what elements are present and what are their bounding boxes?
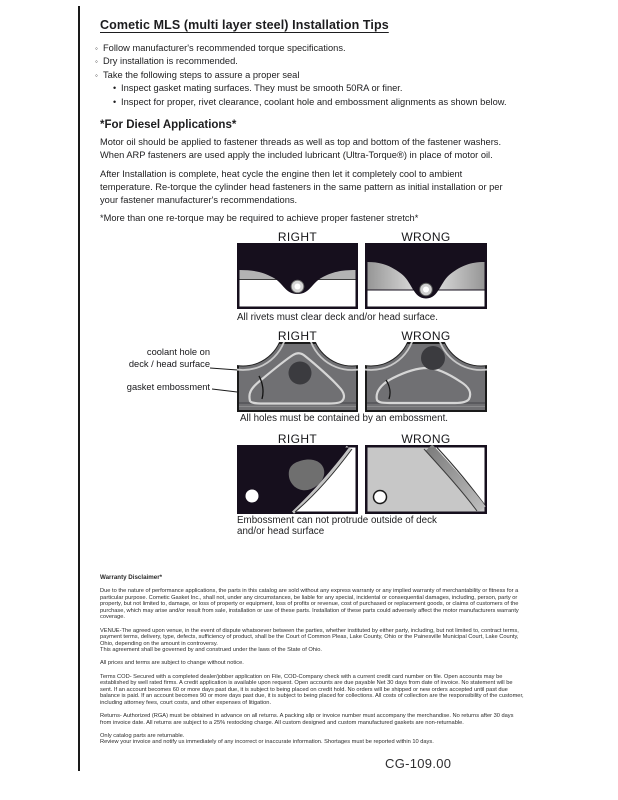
disclaimer-paragraph: This agreement shall be governed by and construed under the laws of the State of Ohio. <box>100 647 322 654</box>
list-item <box>95 69 585 82</box>
caption-line: Embossment can not protrude outside of deck <box>237 515 437 526</box>
disclaimer-paragraph: Review your invoice and notify us immediately of any incorrect or inaccurate information. Shortages must be reported within 10 days. <box>100 739 434 746</box>
catalog-page-code: CG-109.00 <box>385 756 452 771</box>
figure3-right-label: RIGHT <box>277 432 318 446</box>
list-item <box>95 42 585 55</box>
disclaimer-paragraph: Due to the nature of performance applications, the parts in this catalog are sold without any express warranty or any implied warranty of merchantability or fitness for a particular purpose. Cometic Gasket Inc., shall not, under any circumstances, be liable for any special, incidental or consequential damages, including, person, party or property, but not limited to, damage, or loss of property or equipment, loss of profits or revenue, cost of purchased or replacement goods, or claims of customers of the purchase, which may arise and/or result from sale, installation or use of these parts. Installation of these parts could adversely affect the motor manufacturers warranty coverage. <box>100 588 519 621</box>
figure1-wrong-diagram <box>365 243 487 309</box>
list-item <box>95 55 585 68</box>
figure3-right-diagram <box>237 445 358 514</box>
disclaimer-heading: Warranty Disclaimer* <box>100 574 163 581</box>
disclaimer-paragraph: All prices and terms are subject to change without notice. <box>100 660 244 667</box>
circle-bullet-marker: ◦ <box>95 44 98 53</box>
tip-text: Follow manufacturer's recommended torque specifications. <box>103 43 346 53</box>
disclaimer-paragraph: Returns- Authorized (RGA) must be obtained in advance on all returns. A packing slip or invoice number must accompany the merchandise. No returns after 30 days from invoice date. All returns are subject to a 25% restocking charge. All custom designed and custom manufactured gaskets are non-returnable. <box>100 713 514 726</box>
figure2-wrong-diagram <box>365 342 487 412</box>
figure2-wrong-label: WRONG <box>401 329 451 343</box>
caption-line: and/or head surface <box>237 526 325 538</box>
annotation-line: coolant hole on <box>146 347 210 357</box>
disclaimer-paragraph: VENUE-The agreed upon venue, in the event of dispute whatsoever between the parties, whether instituted by either party, including, but not limited to, contract terms, payment terms, delivery, type, defects, sufficiency of product, shall be the Court of Common Pleas, Lake County, Ohio or the Painesville Municipal Court, Lake County, Ohio, depending on the amount in controversy. <box>100 627 519 647</box>
dot-bullet-marker: • <box>113 96 117 107</box>
warranty-disclaimer <box>100 575 524 746</box>
figure2-right-label: RIGHT <box>277 329 318 343</box>
tip-text: Inspect for proper, rivet clearance, coolant hole and embossment alignments as shown below. <box>121 96 507 107</box>
figure3-wrong-diagram <box>365 445 487 514</box>
figure1-right-label: RIGHT <box>277 230 318 244</box>
disclaimer-paragraph: Only catalog parts are returnable. <box>100 732 185 739</box>
tip-text: Take the following steps to assure a proper seal <box>103 69 300 80</box>
paragraph-heat-cycle: After Installation is complete, heat cycle the engine then let it completely cool to ambient temperature. Re-torque the cylinder head fasteners in the same pattern as initial installation or per your fastener manufacturer's recommendations. <box>100 169 503 205</box>
diesel-section-heading: *For Diesel Applications* <box>100 119 237 131</box>
circle-bullet-marker: ◦ <box>95 57 98 67</box>
tip-text: Dry installation is recommended. <box>103 56 238 67</box>
list-item <box>113 82 585 95</box>
tip-text: Inspect gasket mating surfaces. They must be smooth 50RA or finer. <box>121 83 403 94</box>
list-item <box>113 96 585 109</box>
disclaimer-paragraph: Terms COD- Secured with a completed dealer/jobber application on File, COD-Company check with a current credit card number on file. Open accounts may be established by well rated firms. A credit application is available upon request. Open accounts are due payable Net 30 days from date of invoice. No statement will be sent. If an account becomes 60 or more days past due, it is subject to being placed on credit hold. No orders will be shipped or new orders accepted until past due balance is paid. If an account becomes 90 or more days past due, it is subject to being placed for collections. All costs of collection are the responsibility of the customer, including attorney fees, court costs, and other expenses of litigation. <box>100 673 524 706</box>
figure1-caption: All rivets must clear deck and/or head surface. <box>237 312 438 323</box>
dot-bullet-marker: • <box>113 83 117 94</box>
paragraph-motor-oil: Motor oil should be applied to fastener threads as well as top and bottom of the fastener washers. When ARP fasteners are used apply the included lubricant (Ultra-Torque®) in place of motor oil. <box>100 137 502 160</box>
figure2-right-diagram <box>237 342 358 412</box>
circle-bullet-marker: ◦ <box>95 70 98 80</box>
tips-list <box>95 42 585 109</box>
figure1-wrong-label: WRONG <box>401 230 451 244</box>
figure2-caption: All holes must be contained by an embossment. <box>240 413 449 424</box>
figure3-wrong-label: WRONG <box>401 432 451 446</box>
annotation-line: deck / head surface <box>128 358 210 369</box>
figure1-right-diagram <box>237 243 358 309</box>
annotation-gasket-embossment: gasket embossment <box>126 382 210 392</box>
figure3-caption <box>237 515 437 538</box>
annotation-coolant-hole <box>70 347 210 370</box>
paragraph-retorque-note: *More than one re-torque may be required to achieve proper fastener stretch* <box>100 213 419 223</box>
page-title: Cometic MLS (multi layer steel) Installation Tips <box>100 18 389 32</box>
